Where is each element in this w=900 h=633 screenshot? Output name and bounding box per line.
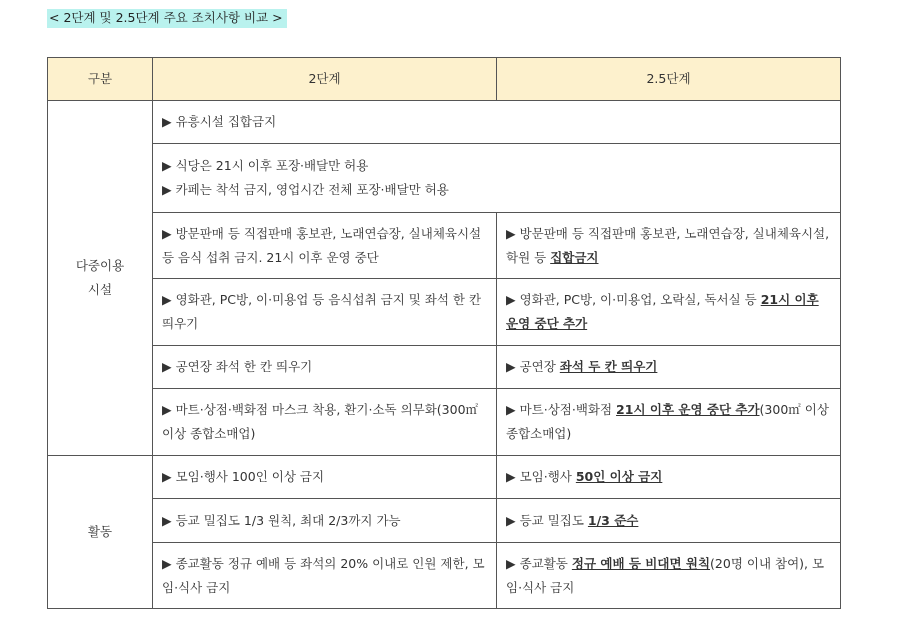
cell-text: ▶ 유흥시설 집합금지	[162, 114, 277, 129]
cell-text: ▶ 등교 밀집도	[506, 512, 588, 528]
stage25-cell	[497, 213, 841, 279]
cell-text: ▶ 카페는 착석 금지, 영업시간 전체 포장·배달만 허용	[162, 182, 449, 197]
header-category: 구분	[48, 58, 153, 101]
table-row	[48, 499, 841, 543]
stage25-cell	[497, 389, 841, 456]
cell-text: ▶ 식당은 21시 이후 포장·배달만 허용	[162, 158, 369, 173]
table-row	[48, 346, 841, 389]
stage25-cell	[497, 543, 841, 609]
emphasis-text: 집합금지	[550, 249, 599, 265]
merged-cell	[153, 144, 841, 213]
stage25-cell	[497, 499, 841, 543]
stage2-cell: ▶ 영화관, PC방, 이·미용업 등 음식섭취 금지 및 좌석 한 칸 띄우기	[153, 279, 497, 346]
emphasis-text: 21시 이후 운영 중단 추가	[506, 292, 819, 331]
table-row	[48, 144, 841, 213]
stage2-cell: ▶ 마트·상점·백화점 마스크 착용, 환기·소독 의무화(300㎡ 이상 종합소매업)	[153, 389, 497, 456]
header-stage25: 2.5단계	[497, 58, 841, 101]
stage2-cell: ▶ 방문판매 등 직접판매 홍보관, 노래연습장, 실내체육시설 등 음식 섭취 금지. 21시 이후 운영 중단	[153, 213, 497, 279]
table-row	[48, 279, 841, 346]
category-label: 시설	[87, 282, 113, 297]
stage2-cell: ▶ 종교활동 정규 예배 등 좌석의 20% 이내로 인원 제한, 모임·식사 금지	[153, 543, 497, 609]
cell-text: ▶ 종교활동	[506, 555, 572, 571]
stage2-cell: ▶ 공연장 좌석 한 칸 띄우기	[153, 346, 497, 389]
stage25-cell	[497, 456, 841, 499]
header-row	[48, 58, 841, 101]
emphasis-text: 정규 예배 등 비대면 원칙	[571, 555, 711, 571]
cell-text: ▶ 마트·상점·백화점	[506, 402, 617, 417]
emphasis-text: 1/3 준수	[587, 512, 639, 528]
cell-text: (20명 이내 참여), 모임·식사 금지	[506, 555, 825, 595]
cell-text: ▶ 공연장	[506, 359, 560, 374]
category-cell	[48, 456, 153, 609]
emphasis-text: 21시 이후 운영 중단 추가	[616, 402, 760, 417]
stage2-cell: ▶ 등교 밀집도 1/3 원칙, 최대 2/3까지 가능	[153, 499, 497, 543]
table-row	[48, 543, 841, 609]
merged-cell	[153, 101, 841, 144]
cell-text: ▶ 모임·행사	[506, 469, 576, 484]
cell-text: ▶ 방문판매 등 직접판매 홍보관, 노래연습장, 실내체육시설, 학원 등	[506, 225, 830, 265]
header-stage2: 2단계	[153, 58, 497, 101]
category-label: 다중이용	[75, 258, 125, 273]
cell-text: (300㎡ 이상 종합소매업)	[506, 402, 829, 441]
table-caption: < 2단계 및 2.5단계 주요 조치사항 비교 >	[47, 9, 287, 28]
stage25-cell	[497, 279, 841, 346]
category-cell	[48, 101, 153, 456]
table-row	[48, 101, 841, 144]
table-row	[48, 389, 841, 456]
comparison-table	[47, 57, 841, 609]
emphasis-text: 50인 이상 금지	[575, 469, 663, 484]
category-label: 활동	[87, 524, 113, 539]
table-row	[48, 213, 841, 279]
emphasis-text: 좌석 두 칸 띄우기	[559, 359, 658, 374]
cell-text: ▶ 영화관, PC방, 이·미용업, 오락실, 독서실 등	[506, 292, 761, 307]
table-row	[48, 456, 841, 499]
stage25-cell	[497, 346, 841, 389]
stage2-cell: ▶ 모임·행사 100인 이상 금지	[153, 456, 497, 499]
